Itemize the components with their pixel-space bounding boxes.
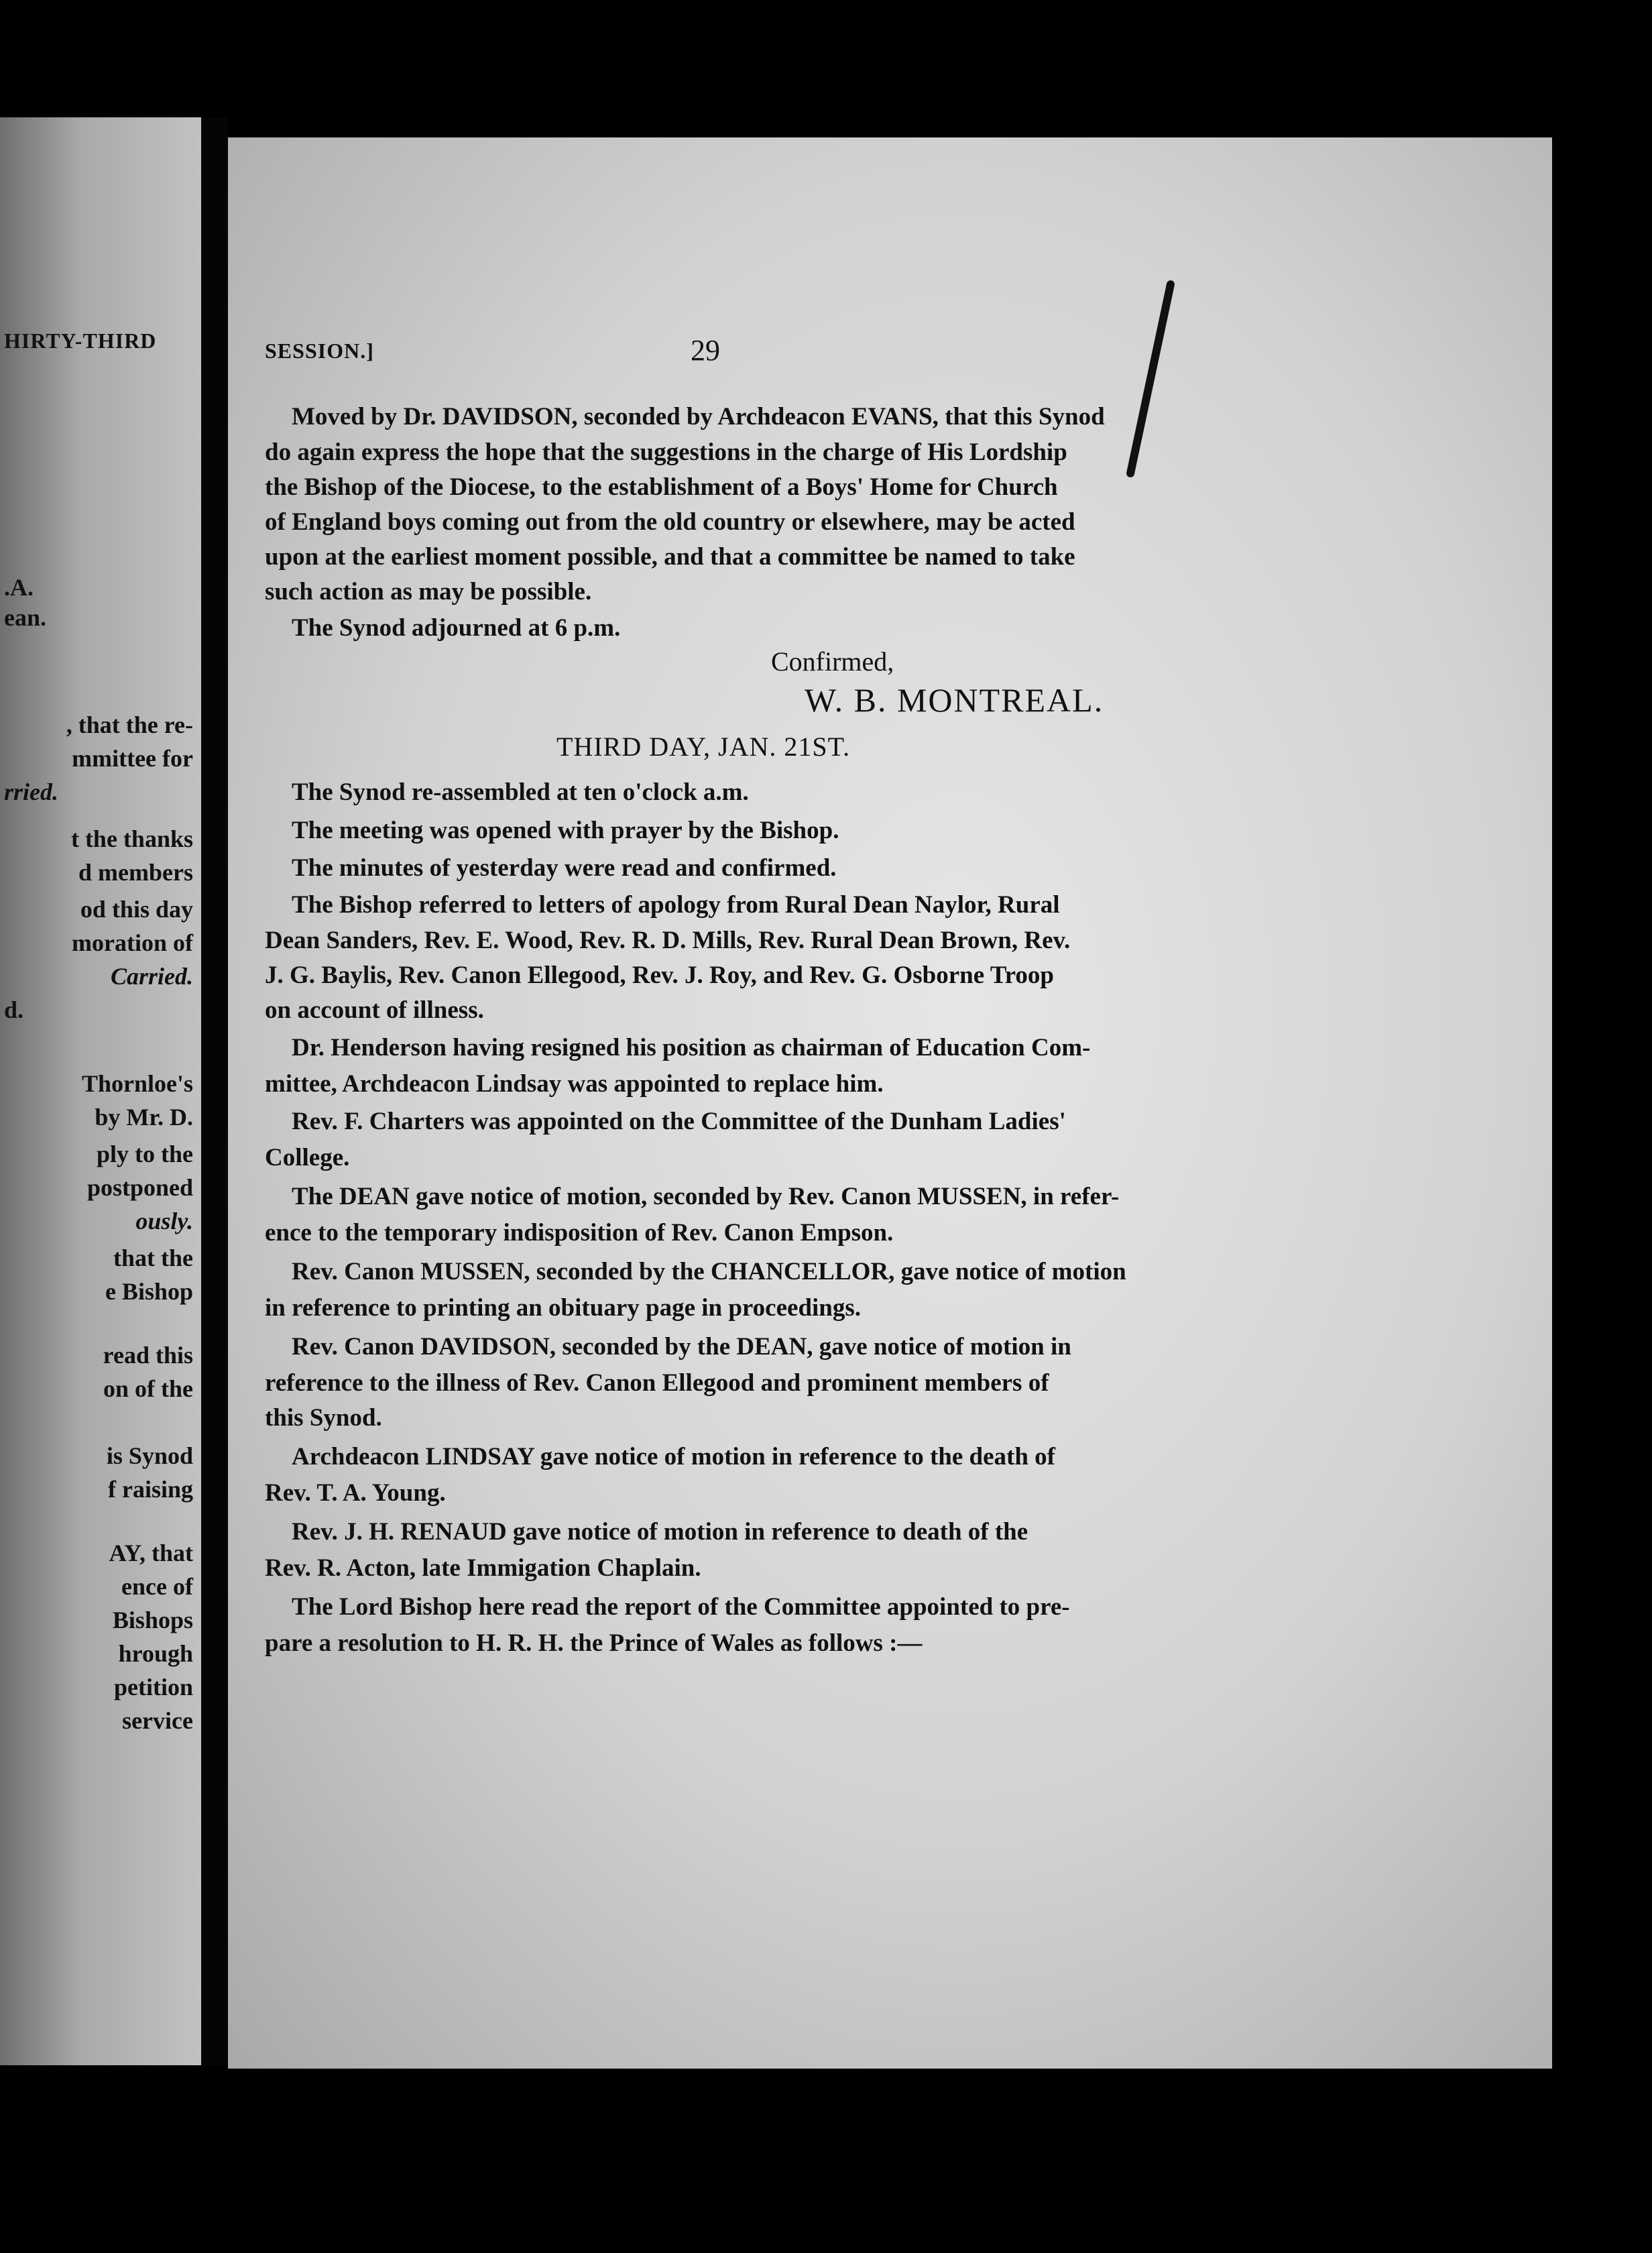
left-fragment: ence of — [121, 1573, 193, 1600]
running-header: SESSION.] — [265, 339, 374, 363]
text-line: Rev. T. A. Young. — [265, 1479, 446, 1507]
text-line: of England boys coming out from the old country or elsewhere, may be acted — [265, 508, 1075, 536]
text-line: upon at the earliest moment possible, and that a committee be named to take — [265, 543, 1075, 571]
left-fragment: mmittee for — [72, 745, 193, 772]
ink-stroke-mark — [1126, 280, 1175, 478]
left-fragment: hrough — [118, 1640, 193, 1667]
text-line: The Synod re-assembled at ten o'clock a.m. — [292, 778, 749, 806]
text-line: on account of illness. — [265, 996, 484, 1024]
text-line: The Synod adjourned at 6 p.m. — [292, 614, 621, 642]
text-line: The meeting was opened with prayer by the Bishop. — [292, 817, 839, 844]
left-fragment: is Synod — [106, 1442, 193, 1469]
left-fragment: ously. — [135, 1208, 193, 1234]
text-line: the Bishop of the Diocese, to the establishment of a Boys' Home for Church — [265, 473, 1058, 501]
text-line: Rev. Canon DAVIDSON, seconded by the DEAN, gave notice of motion in — [292, 1333, 1071, 1361]
left-fragment: ean. — [4, 604, 46, 631]
day-heading: THIRD DAY, JAN. 21ST. — [556, 732, 851, 762]
text-line: The Bishop referred to letters of apology from Rural Dean Naylor, Rural — [292, 891, 1060, 919]
left-fragment: e Bishop — [105, 1278, 193, 1305]
left-fragment: read this — [103, 1342, 193, 1369]
left-fragment: Carried. — [110, 963, 193, 990]
text-line: Rev. J. H. RENAUD gave notice of motion in reference to death of the — [292, 1518, 1028, 1546]
left-fragment: d. — [4, 996, 24, 1023]
left-fragment: d members — [78, 859, 193, 886]
book-gutter — [201, 117, 228, 2065]
text-line: College. — [265, 1144, 350, 1171]
text-line: Archdeacon LINDSAY gave notice of motion in reference to the death of — [292, 1443, 1055, 1470]
left-fragment: AY, that — [109, 1540, 193, 1566]
left-fragment: postponed — [86, 1174, 193, 1201]
text-line: mittee, Archdeacon Lindsay was appointed to replace him. — [265, 1070, 884, 1098]
text-line: J. G. Baylis, Rev. Canon Ellegood, Rev. J. Roy, and Rev. G. Osborne Troop — [265, 962, 1054, 989]
text-line: The Lord Bishop here read the report of the Committee appointed to pre- — [292, 1593, 1070, 1621]
text-line: The minutes of yesterday were read and confirmed. — [292, 854, 837, 882]
signature: W. B. MONTREAL. — [805, 681, 1104, 719]
left-fragment: ply to the — [97, 1141, 193, 1167]
text-line: Dean Sanders, Rev. E. Wood, Rev. R. D. Mills, Rev. Rural Dean Brown, Rev. — [265, 927, 1071, 954]
left-fragment: Bishops — [112, 1607, 193, 1633]
left-fragment: Thornloe's — [81, 1070, 193, 1097]
text-line: Rev. R. Acton, late Immigation Chaplain. — [265, 1554, 701, 1582]
left-fragment: petition — [113, 1674, 193, 1700]
left-page-header: HIRTY-THIRD — [4, 329, 157, 353]
left-fragment: service — [122, 1707, 193, 1734]
page-number: 29 — [691, 334, 720, 367]
text-line: pare a resolution to H. R. H. the Prince of Wales as follows :— — [265, 1629, 923, 1657]
text-line: The DEAN gave notice of motion, seconded by Rev. Canon MUSSEN, in refer- — [292, 1183, 1120, 1210]
text-line: this Synod. — [265, 1404, 382, 1432]
left-fragment: on of the — [103, 1375, 193, 1402]
left-fragment: t the thanks — [70, 825, 193, 852]
text-line: Rev. F. Charters was appointed on the Committee of the Dunham Ladies' — [292, 1108, 1066, 1135]
text-line: reference to the illness of Rev. Canon Ellegood and prominent members of — [265, 1369, 1049, 1397]
text-line: Moved by Dr. DAVIDSON, seconded by Archdeacon EVANS, that this Synod — [292, 403, 1105, 430]
left-page — [0, 117, 201, 2065]
left-fragment: , that the re- — [66, 711, 193, 738]
left-fragment: f raising — [107, 1476, 193, 1503]
confirmed-label: Confirmed, — [771, 646, 894, 677]
text-line: do again express the hope that the suggestions in the charge of His Lordship — [265, 439, 1067, 466]
left-fragment: .A. — [4, 574, 34, 601]
left-fragment: od this day — [80, 896, 193, 923]
text-line: Dr. Henderson having resigned his position as chairman of Education Com- — [292, 1034, 1091, 1061]
left-fragment: rried. — [4, 778, 58, 805]
text-line: in reference to printing an obituary page in proceedings. — [265, 1294, 862, 1322]
text-line: such action as may be possible. — [265, 578, 592, 605]
text-line: ence to the temporary indisposition of Rev. Canon Empson. — [265, 1219, 894, 1247]
right-page — [228, 137, 1552, 2069]
left-fragment: by Mr. D. — [95, 1104, 193, 1131]
text-line: Rev. Canon MUSSEN, seconded by the CHANCELLOR, gave notice of motion — [292, 1258, 1126, 1285]
left-fragment: moration of — [72, 929, 193, 956]
left-fragment: that the — [113, 1245, 193, 1271]
